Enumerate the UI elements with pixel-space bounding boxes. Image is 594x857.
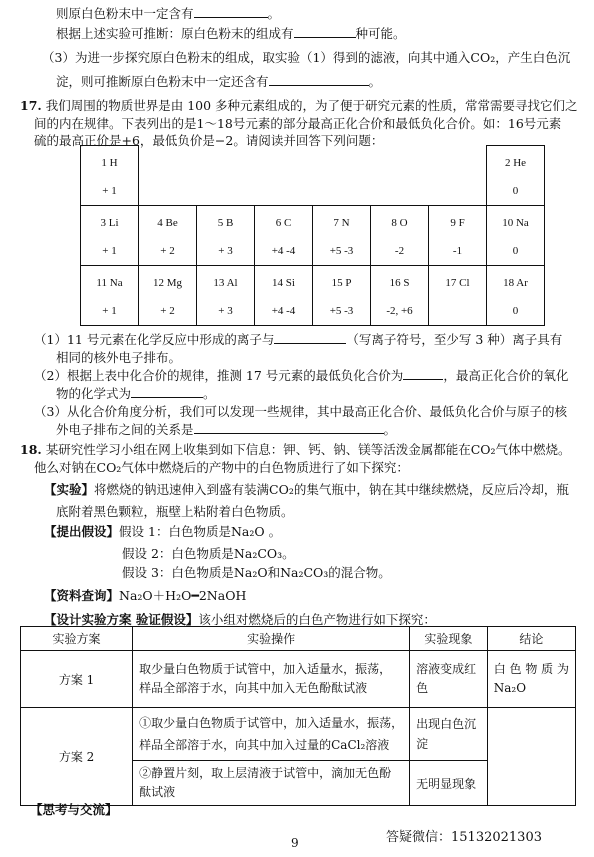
element-cell: 10 Na 0 [487,206,545,266]
plan-operation: ②静置片刻，取上层清液于试管中，滴加无色酚 酞试液 [133,761,410,806]
top-line-1: 则原白色粉末中一定含有 。 [56,6,281,21]
element-cell: 5 B + 3 [197,206,255,266]
answer-blank[interactable] [131,385,203,398]
hypothesis-2: 假设 2：白色物质是Na₂CO₃。 [122,546,295,561]
element-cell: 3 Li + 1 [81,206,139,266]
question-17-part-2-cont: 物的化学式为 。 [56,386,216,401]
column-header: 结论 [487,627,575,651]
plan-phenomenon: 溶液变成红 色 [410,651,488,708]
element-cell: 6 C +4 -4 [255,206,313,266]
top-line-4: 淀，则可推断原白色粉末中一定还含有 。 [56,74,382,89]
experiment-section-cont: 底附着黑色颗粒，瓶壁上粘附着白色物质。 [56,504,294,519]
experiment-plan-table [20,626,576,806]
table-row [21,708,576,761]
question-17-part-1-cont: 相同的核外电子排布。 [56,350,182,365]
hypothesis-3: 假设 3：白色物质是Na₂O和Na₂CO₃的混合物。 [122,565,391,580]
plan-phenomenon: 出现白色沉 淀 [410,708,488,761]
column-header: 实验方案 [21,627,133,651]
table-row [21,651,576,708]
element-cell: 12 Mg + 2 [139,266,197,326]
element-cell: 14 Si +4 -4 [255,266,313,326]
table-row [81,206,545,266]
plan-operation: ①取少量白色物质于试管中，加入适量水，振荡， 样品全部溶于水，向其中加入过量的CaCl₂溶液 [133,708,410,761]
element-cell: 13 Al + 3 [197,266,255,326]
element-cell: 8 O -2 [371,206,429,266]
question-17-part-3: （3）从化合价角度分析，我们可以发现一些规律，其中最高正化合价、最低负化合价与原子的核 [34,404,567,419]
design-section: 【设计实验方案 验证假设】该小组对燃烧后的白色产物进行如下探究： [44,612,436,627]
page-number: 9 [291,836,299,850]
element-cell: 2 He 0 [487,146,545,206]
column-header: 实验操作 [133,627,410,651]
answer-blank[interactable] [269,73,369,86]
element-valence-table [80,145,545,326]
plan-conclusion: 白 色 物 质 为 Na₂O [487,651,575,708]
experiment-section: 【实验】将燃烧的钠迅速伸入到盛有装满CO₂的集气瓶中，钠在其中继续燃烧，反应后冷却，瓶 [44,482,569,497]
question-17-part-1: （1）11 号元素在化学反应中形成的离子与 （写离子符号，至少写 3 种）离子具有 [34,332,563,347]
table-row [81,146,545,206]
question-18-intro-2: 他么对钠在CO₂气体中燃烧后的产物中的白色物质进行了如下探究： [34,460,409,475]
plan-conclusion [487,708,575,806]
top-line-2: 根据上述实验可推断：原白色粉末的组成有 种可能。 [56,26,406,41]
question-17-intro-2: 间的内在规律。下表列出的是1～18号元素的部分最高正化合价和最低负化合价。如：16号元素 [34,116,562,131]
column-header: 实验现象 [410,627,488,651]
plan-name: 方案 2 [21,708,133,806]
top-line-3: （3）为进一步探究原白色粉末的组成，取实验（1）得到的滤液，向其中通入CO₂，产生白色沉 [42,50,571,65]
answer-blank[interactable] [294,25,356,38]
element-cell: 15 P +5 -3 [313,266,371,326]
element-cell: 9 F -1 [429,206,487,266]
question-17-part-2: （2）根据上表中化合价的规律，推测 17 号元素的最低负化合价为 ，最高正化合价的氧化 [34,368,569,383]
element-cell: 4 Be + 2 [139,206,197,266]
wechat-contact: 答疑微信：15132021303 [386,830,542,845]
answer-blank[interactable] [403,367,443,380]
reference-section: 【资料查询】Na₂O＋H₂O━2NaOH [44,588,247,603]
element-cell: 7 N +5 -3 [313,206,371,266]
plan-phenomenon: 无明显现象 [410,761,488,806]
answer-blank[interactable] [194,5,268,18]
table-row [81,266,545,326]
question-18-intro-1: 18. 某研究性学习小组在网上收集到如下信息：钾、钙、钠、镁等活泼金属都能在CO₂气体中燃烧。 [20,442,571,457]
question-17-intro-1: 17. 我们周围的物质世界是由 100 多种元素组成的，为了便于研究元素的性质，常常需要寻找它们之 [20,98,578,113]
question-17-part-3-cont: 外电子排布之间的关系是 。 [56,422,397,437]
table-header-row [21,627,576,651]
answer-blank[interactable] [274,331,346,344]
plan-name: 方案 1 [21,651,133,708]
hypothesis-section: 【提出假设】假设 1：白色物质是Na₂O 。 [44,524,282,539]
element-cell: 17 Cl [429,266,487,326]
element-cell: 16 S -2, +6 [371,266,429,326]
plan-operation: 取少量白色物质于试管中，加入适量水，振荡， 样品全部溶于水，向其中加入无色酚酞试液 [133,651,410,708]
element-cell: 1 H + 1 [81,146,139,206]
think-section: 【思考与交流】 [30,802,118,817]
answer-blank[interactable] [194,421,384,434]
question-17-intro-3: 硫的最高正价是+6，最低负价是−2。请阅读并回答下列问题： [34,133,384,148]
element-cell: 11 Na + 1 [81,266,139,326]
element-cell: 18 Ar 0 [487,266,545,326]
